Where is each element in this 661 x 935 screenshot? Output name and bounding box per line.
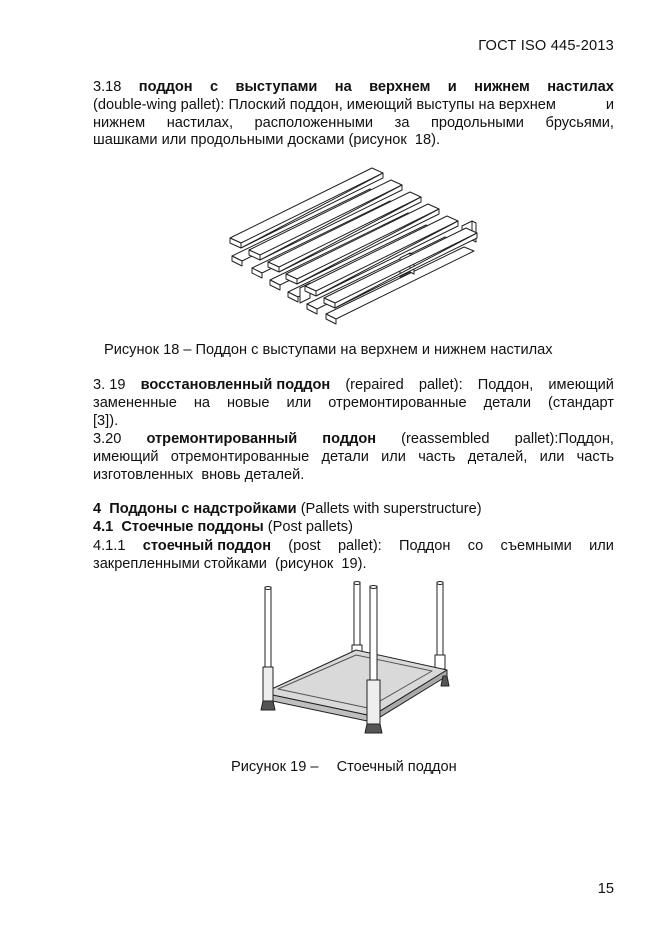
figure-19-caption-title: Стоечный поддон	[336, 759, 457, 775]
term-word: верхнем	[369, 79, 431, 95]
definition-word: часть	[576, 448, 614, 465]
front-posts	[261, 582, 443, 734]
definition-word: pallet):Поддон,	[514, 431, 614, 447]
term-word: отремонтированный	[146, 431, 298, 447]
definition-3-20	[93, 431, 614, 484]
deck-side-edge	[372, 670, 447, 722]
definition-word: или	[286, 394, 312, 411]
definition-word: имеющий	[93, 448, 159, 465]
definition-word: или	[589, 538, 614, 554]
definition-word: часть	[418, 448, 456, 465]
deck-inner-frame	[278, 655, 432, 708]
term-word: поддон	[138, 79, 193, 95]
definition-word: (reassembled	[401, 431, 490, 447]
definition-word: продольными	[430, 114, 524, 131]
rear-posts	[352, 582, 445, 669]
subsection-title: 4.1 Стоечные поддоны	[93, 519, 264, 535]
pallet-deck	[263, 650, 447, 716]
definition-word: или	[381, 448, 406, 465]
definition-3-20-line-3: изготовленных вновь деталей.	[93, 466, 305, 483]
definition-word: отремонтированные	[328, 394, 467, 411]
definition-word: pallet):	[418, 377, 463, 393]
section-title-en: (Pallets with superstructure)	[296, 501, 482, 517]
definition-3-18-line-3	[93, 115, 614, 133]
definition-3-20-line-1	[93, 431, 614, 449]
definition-3-19-line-2	[93, 395, 614, 413]
term: стоечный поддон	[142, 538, 272, 554]
definition-word: брусьями,	[545, 114, 614, 131]
term: восстановленный поддон	[140, 377, 331, 393]
figure-18-caption: Рисунок 18 – Поддон с выступами на верхнем и нижнем настилах	[104, 342, 553, 358]
term-word: настилах	[547, 79, 614, 95]
clause-number: 3.20	[93, 431, 122, 447]
definition-word: Поддон	[398, 538, 451, 554]
lower-deck-boards	[232, 189, 474, 324]
definition-word: (post	[288, 538, 321, 554]
definition-text: (double-wing pallet): Плоский поддон, имеющий выступы на верхнем	[93, 96, 556, 113]
definition-word: или	[539, 448, 565, 465]
definition-word: со	[467, 538, 484, 554]
stringers	[300, 221, 476, 303]
definition-word: (стандарт	[548, 394, 614, 411]
definition-word: детали	[483, 394, 532, 411]
term-word: с	[209, 79, 219, 95]
definition-word: отремонтированные	[170, 448, 310, 465]
pallet-drawing	[230, 168, 477, 324]
section-4-heading	[93, 501, 614, 519]
definition-word: имеющий	[548, 377, 614, 393]
section-title: 4 Поддоны с надстройками	[93, 501, 297, 517]
term-word: поддон	[322, 431, 377, 447]
definition-3-18-line-4: шашками или продольными досками (рисунок 18).	[93, 132, 441, 149]
definition-4-1-1-line-2: закрепленными стойками (рисунок 19).	[93, 555, 367, 572]
definition-3-18-line-2	[93, 97, 614, 115]
definition-word: настилах,	[166, 114, 234, 131]
document-header: ГОСТ ISO 445-2013	[478, 38, 614, 54]
definition-3-19-line-1	[93, 377, 614, 395]
definition-word: pallet):	[337, 538, 382, 554]
clause-number: 4.1.1	[93, 538, 126, 554]
clause-number: 3.18	[93, 79, 122, 95]
figure-19-caption	[231, 759, 457, 775]
clause-number: 3. 19	[93, 377, 126, 393]
definition-3-19	[93, 377, 614, 430]
definition-word: съемными	[500, 538, 572, 554]
post-pallet-drawing	[261, 582, 449, 734]
term-word: выступами	[235, 79, 318, 95]
rear-post-foot	[441, 676, 449, 686]
definition-3-18-line-1	[93, 79, 614, 97]
subsection-title-en: (Post pallets)	[263, 519, 353, 535]
definition-word: замененные	[93, 394, 177, 411]
definition-word: за	[394, 114, 410, 131]
term-word: и	[447, 79, 457, 95]
term-word: на	[334, 79, 352, 95]
definition-word: детали	[321, 448, 369, 465]
definition-word: Поддон,	[477, 377, 534, 393]
definition-word: новые	[226, 394, 270, 411]
subsection-4-1-heading	[93, 519, 614, 537]
definition-4-1-1-line-1	[93, 538, 614, 556]
figure-19-caption-label: Рисунок 19 –	[231, 759, 319, 775]
definition-word: деталей,	[467, 448, 528, 465]
definition-word: расположенными	[254, 114, 374, 131]
definition-word: на	[193, 394, 210, 411]
deck-front-edge	[263, 693, 372, 722]
definition-3-20-line-2	[93, 449, 614, 467]
definition-3-18	[93, 79, 614, 150]
definition-4-1-1	[93, 538, 614, 574]
page-number: 15	[597, 881, 614, 897]
term-word: нижнем	[474, 79, 530, 95]
definition-3-19-line-3: [3]).	[93, 412, 119, 429]
definition-word: нижнем	[93, 114, 146, 131]
top-deck-boards	[230, 168, 477, 308]
definition-word: (repaired	[345, 377, 404, 393]
definition-text: и	[605, 96, 614, 113]
